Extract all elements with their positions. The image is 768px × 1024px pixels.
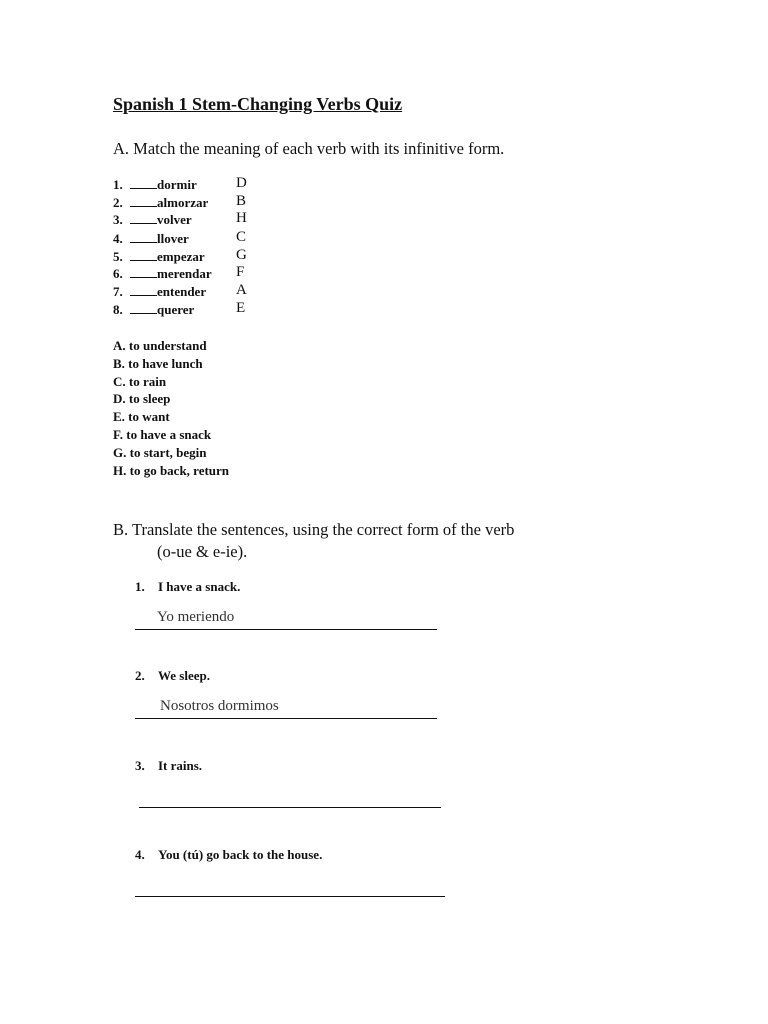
meaning-item: C. to rain — [113, 374, 167, 389]
verb-number: 1. — [113, 177, 123, 192]
section-b-heading: B. Translate the sentences, using the correct form of the verb — [113, 520, 515, 539]
answer-blank — [130, 249, 157, 261]
question-number: 3. — [135, 758, 145, 773]
handwritten-answer: G — [236, 247, 247, 263]
verb-item — [113, 210, 247, 230]
answer-blank — [130, 284, 157, 296]
meaning-item: A. to understand — [113, 338, 207, 353]
question-number: 4. — [135, 847, 145, 862]
meaning-item: E. to want — [113, 409, 170, 424]
section-b-subheading: (o-ue & e-ie). — [157, 542, 248, 561]
handwritten-answer: E — [236, 300, 246, 316]
page-title: Spanish 1 Stem-Changing Verbs Quiz — [113, 94, 403, 114]
meaning-item: F. to have a snack — [113, 427, 212, 442]
question-text: I have a snack. — [158, 579, 241, 594]
meaning-item: H. to go back, return — [113, 463, 230, 478]
answer-blank — [130, 177, 157, 189]
handwritten-answer: H — [236, 210, 247, 226]
section-a-heading: A. Match the meaning of each verb with its infinitive form. — [113, 139, 505, 158]
handwritten-answer: F — [236, 264, 245, 280]
question-text: It rains. — [158, 758, 203, 773]
verb-number: 4. — [113, 231, 123, 246]
question-number: 2. — [135, 668, 145, 683]
verb-infinitive: entender — [157, 284, 207, 299]
handwritten-answer: D — [236, 175, 247, 191]
verb-infinitive: volver — [157, 212, 192, 227]
answer-line — [135, 896, 445, 897]
question-item — [135, 668, 210, 684]
verb-item — [113, 247, 247, 267]
question-text: We sleep. — [158, 668, 210, 683]
handwritten-answer: C — [236, 229, 247, 245]
meaning-item: G. to start, begin — [113, 445, 207, 460]
verb-number: 2. — [113, 195, 123, 210]
answer-line — [135, 629, 437, 630]
verb-number: 6. — [113, 266, 123, 281]
question-item — [135, 579, 240, 595]
verb-infinitive: dormir — [157, 177, 197, 192]
handwritten-answer: Nosotros dormimos — [160, 698, 279, 714]
question-item — [135, 847, 322, 863]
question-text: You (tú) go back to the house. — [158, 847, 323, 862]
verb-item — [113, 264, 245, 284]
answer-blank — [130, 266, 157, 278]
meaning-item: B. to have lunch — [113, 356, 203, 371]
verb-item — [113, 229, 247, 249]
handwritten-answer: A — [236, 282, 247, 298]
verb-number: 7. — [113, 284, 123, 299]
answer-blank — [130, 212, 157, 224]
question-item — [135, 758, 202, 774]
answer-blank — [130, 302, 157, 314]
verb-infinitive: almorzar — [157, 195, 209, 210]
verb-infinitive: llover — [157, 231, 189, 246]
meaning-item: D. to sleep — [113, 391, 171, 406]
handwritten-answer: B — [236, 193, 247, 209]
verb-item — [113, 175, 247, 195]
verb-infinitive: merendar — [157, 266, 212, 281]
answer-line — [135, 718, 437, 719]
handwritten-answer: Yo meriendo — [157, 609, 235, 625]
verb-item — [113, 282, 247, 302]
answer-blank — [130, 231, 157, 243]
answer-line — [139, 807, 441, 808]
question-number: 1. — [135, 579, 145, 594]
verb-number: 3. — [113, 212, 123, 227]
answer-blank — [130, 195, 157, 207]
verb-number: 8. — [113, 302, 123, 317]
verb-infinitive: empezar — [157, 249, 205, 264]
verb-item — [113, 193, 247, 213]
verb-infinitive: querer — [157, 302, 195, 317]
verb-number: 5. — [113, 249, 123, 264]
verb-item — [113, 300, 246, 320]
